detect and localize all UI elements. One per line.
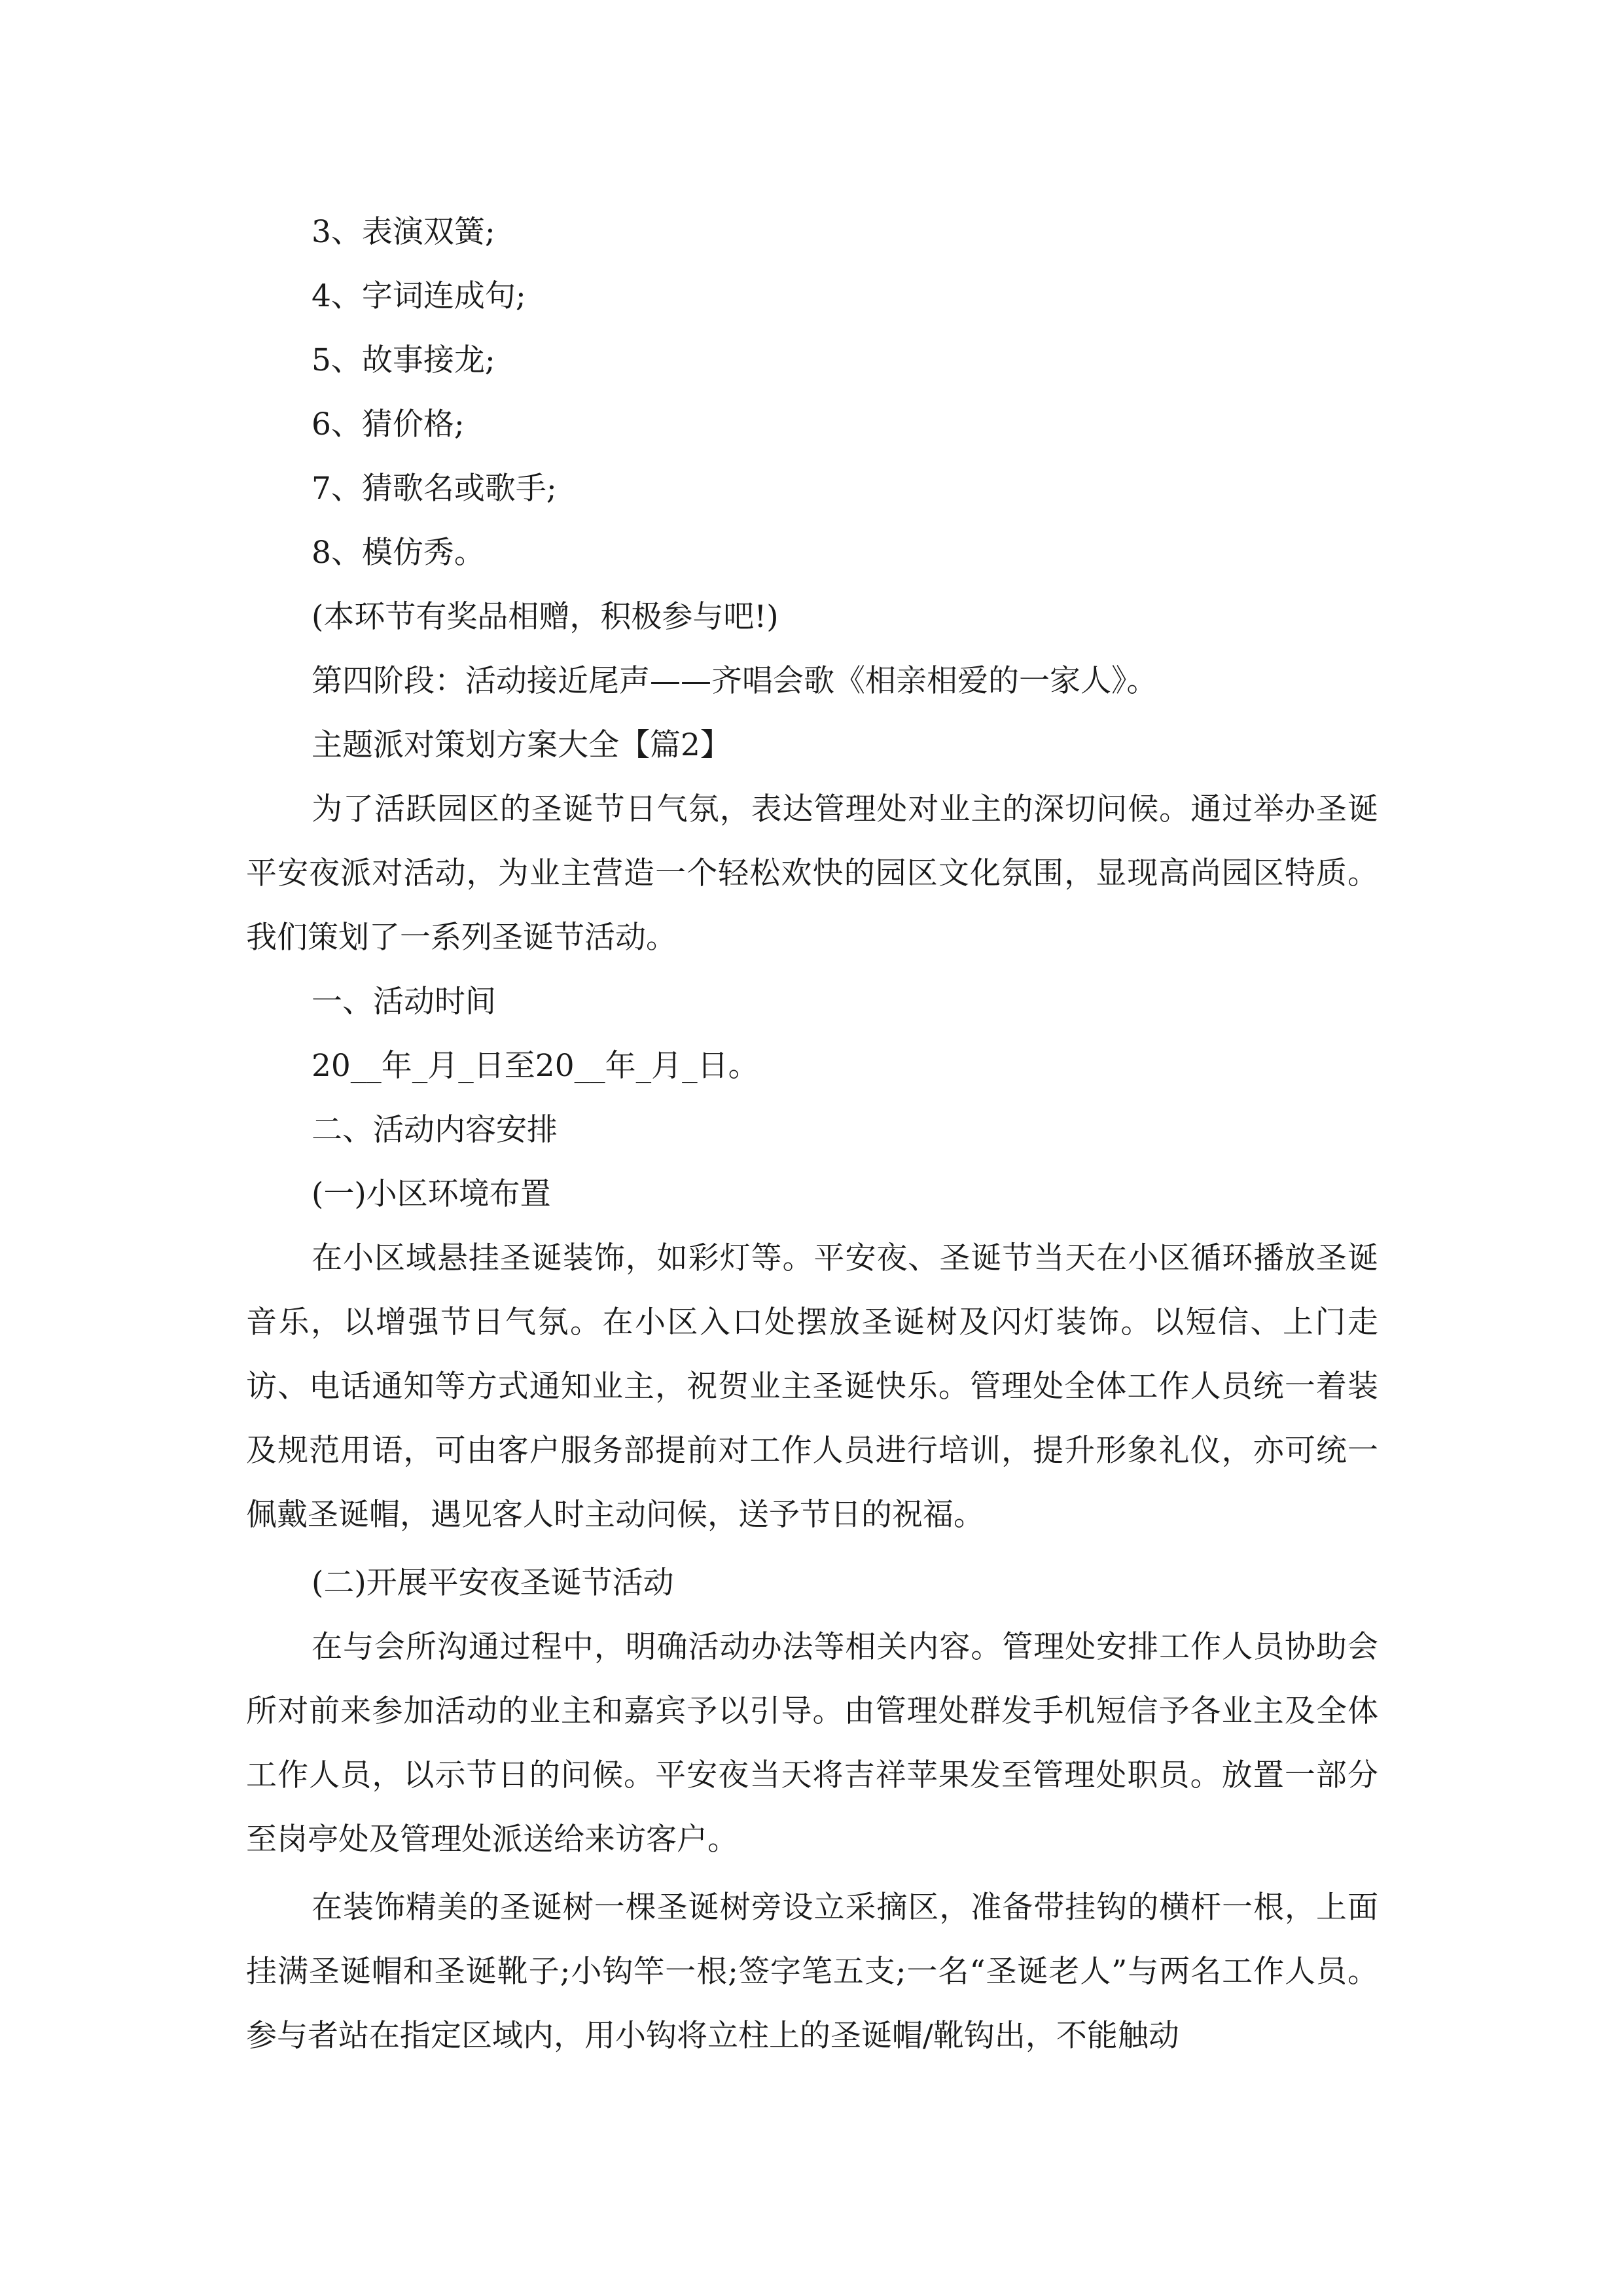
heading-activity-time: 一、活动时间 [312, 984, 496, 1020]
intro-paragraph: 为了活跃园区的圣诞节日气氛，表达管理处对业主的深切问候。通过举办圣诞平安夜派对活动，为业主营造一个轻松欢快的园区文化氛围，显现高尚园区特质。我们策划了一系列圣诞节活动。 [246, 791, 1378, 956]
list-item: 4、字词连成句; [312, 278, 526, 314]
sub-heading-environment: (一)小区环境布置 [312, 1176, 551, 1212]
list-item: 7、猜歌名或歌手; [312, 471, 557, 507]
list-item: 5、故事接龙; [312, 342, 495, 378]
prize-note: (本环节有奖品相赠，积极参与吧!) [312, 599, 779, 635]
environment-paragraph: 在小区域悬挂圣诞装饰，如彩灯等。平安夜、圣诞节当天在小区循环播放圣诞音乐，以增强节日气氛。在小区入口处摆放圣诞树及闪灯装饰。以短信、上门走访、电话通知等方式通知业主，祝贺业主圣诞快乐。管理处全体工作人员统一着装及规范用语，可由客户服务部提前对工作人员进行培训，提升形象礼仪，亦可统一佩戴圣诞帽，遇见客人时主动问候，送予节日的祝福。 [246, 1240, 1378, 1533]
stage-four-line: 第四阶段：活动接近尾声——齐唱会歌《相亲相爱的一家人》。 [312, 663, 1158, 699]
section-title: 主题派对策划方案大全【篇2】 [312, 727, 731, 763]
list-item: 8、模仿秀。 [312, 535, 485, 571]
list-item: 6、猜价格; [312, 406, 465, 442]
sub-heading-activity: (二)开展平安夜圣诞节活动 [312, 1565, 674, 1601]
decoration-paragraph: 在装饰精美的圣诞树一棵圣诞树旁设立采摘区，准备带挂钩的横杆一根，上面挂满圣诞帽和圣诞靴子;小钩竿一根;签字笔五支;一名“圣诞老人”与两名工作人员。参与者站在指定区域内，用小钩将立柱上的圣诞帽/靴钩出，不能触动 [246, 1890, 1378, 2054]
activity-time-value: 20__年_月_日至20__年_月_日。 [312, 1048, 759, 1084]
list-item: 3、表演双簧; [312, 214, 495, 250]
heading-activity-content: 二、活动内容安排 [312, 1112, 558, 1148]
activity-paragraph: 在与会所沟通过程中，明确活动办法等相关内容。管理处安排工作人员协助会所对前来参加活动的业主和嘉宾予以引导。由管理处群发手机短信予各业主及全体工作人员，以示节日的问候。平安夜当天将吉祥苹果发至管理处职员。放置一部分至岗亭处及管理处派送给来访客户。 [246, 1629, 1378, 1857]
document-body [246, 200, 1378, 2068]
